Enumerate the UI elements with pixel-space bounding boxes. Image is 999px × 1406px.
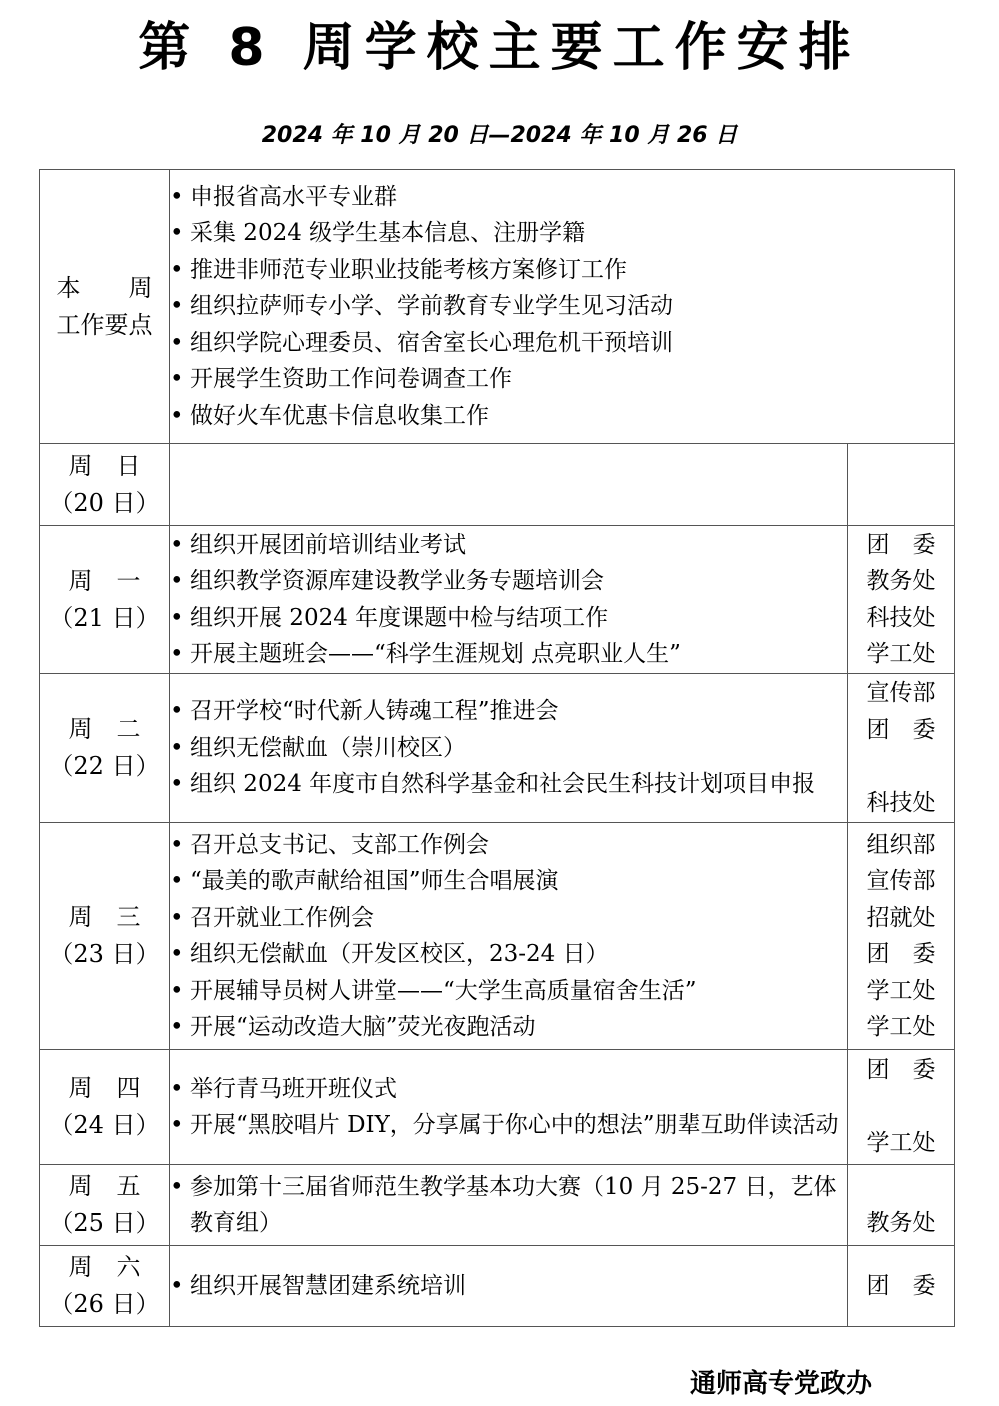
list-item: • 召开就业工作例会 <box>170 900 847 937</box>
list-item: • 做好火车优惠卡信息收集工作 <box>170 398 954 435</box>
dept-label: 宣传部 <box>866 868 936 894</box>
page-title: 第 8 周学校主要工作安排 <box>138 18 861 78</box>
dept-label: 学工处 <box>866 1014 936 1040</box>
dept-label: 团 委 <box>866 1272 936 1299</box>
dept-label: 宣传部 <box>866 680 936 706</box>
day-cell <box>40 674 170 823</box>
list-item: • 组织开展智慧团建系统培训 <box>170 1268 847 1305</box>
day-name: 周 日 <box>68 451 141 480</box>
day-items <box>170 526 848 674</box>
summary-label-line2: 工作要点 <box>56 310 153 339</box>
list-item: • 开展辅导员树人讲堂——“大学生高质量宿舍生活” <box>170 973 847 1010</box>
day-cell <box>40 444 170 526</box>
dept-cell <box>848 1050 955 1165</box>
dept-label: 学工处 <box>866 977 936 1004</box>
day-items <box>170 823 848 1050</box>
dept-cell <box>848 674 955 823</box>
day-cell <box>40 1246 170 1327</box>
dept-cell <box>848 1246 955 1327</box>
summary-items <box>170 170 955 444</box>
dept-label <box>848 748 954 785</box>
summary-row <box>40 170 955 444</box>
list-item: • 参加第十三届省师范生教学基本功大赛（10 月 25-27 日，艺体教育组） <box>170 1169 847 1242</box>
list-item: • 举行青马班开班仪式 <box>170 1071 847 1108</box>
dept-label: 科技处 <box>866 604 936 631</box>
table-row <box>40 1246 955 1327</box>
dept-label <box>848 1089 954 1126</box>
table-row <box>40 823 955 1050</box>
list-item: • 组织学院心理委员、宿舍室长心理危机干预培训 <box>170 325 954 362</box>
list-item: • 组织 2024 年度市自然科学基金和社会民生科技计划项目申报 <box>170 766 847 803</box>
day-name: 周 二 <box>68 715 141 743</box>
signature: 通师高专党政办 <box>690 1369 873 1399</box>
day-name: 周 四 <box>68 1074 141 1102</box>
list-item: • 组织拉萨师专小学、学前教育专业学生见习活动 <box>170 288 954 325</box>
schedule-table <box>39 169 955 1327</box>
list-item: • 组织开展团前培训结业考试 <box>170 527 847 564</box>
day-cell <box>40 823 170 1050</box>
day-items <box>170 444 848 526</box>
table-row <box>40 1050 955 1165</box>
dept-cell <box>848 1165 955 1246</box>
day-items <box>170 1246 848 1327</box>
list-item: • 组织无偿献血（开发区校区，23-24 日） <box>170 936 847 973</box>
day-name: 周 五 <box>68 1172 141 1200</box>
list-item: • “最美的歌声献给祖国”师生合唱展演 <box>170 863 847 900</box>
table-row <box>40 1165 955 1246</box>
list-item: • 开展学生资助工作问卷调查工作 <box>170 361 954 398</box>
day-items <box>170 1050 848 1165</box>
list-item: • 开展“运动改造大脑”荧光夜跑活动 <box>170 1009 847 1046</box>
summary-label-line1: 本 周 <box>56 273 153 302</box>
dept-label: 团 委 <box>866 941 936 967</box>
day-date: （23 日） <box>49 940 160 968</box>
table-row <box>40 444 955 526</box>
table-row <box>40 674 955 823</box>
table-row <box>40 526 955 674</box>
list-item: • 开展“黑胶唱片 DIY，分享属于你心中的想法”朋辈互助伴读活动 <box>170 1107 847 1144</box>
list-item: • 组织教学资源库建设教学业务专题培训会 <box>170 563 847 600</box>
day-date: （21 日） <box>49 603 160 632</box>
day-cell <box>40 526 170 674</box>
list-item: • 召开学校“时代新人铸魂工程”推进会 <box>170 693 847 730</box>
day-name: 周 一 <box>68 566 141 595</box>
list-item: • 组织无偿献血（崇川校区） <box>170 730 847 767</box>
list-item: • 召开总支书记、支部工作例会 <box>170 827 847 864</box>
dept-label: 团 委 <box>866 1057 936 1084</box>
day-cell <box>40 1165 170 1246</box>
dept-label: 团 委 <box>866 531 936 558</box>
day-date: （26 日） <box>49 1290 160 1318</box>
date-range: 2024 年 10 月 20 日—2024 年 10 月 26 日 <box>261 123 738 148</box>
dept-cell <box>848 526 955 674</box>
list-item: • 采集 2024 级学生基本信息、注册学籍 <box>170 215 954 252</box>
dept-cell <box>848 444 955 526</box>
dept-label: 科技处 <box>866 789 936 816</box>
day-date: （20 日） <box>49 488 160 517</box>
day-date: （25 日） <box>49 1209 160 1237</box>
summary-label <box>40 170 170 444</box>
day-name: 周 六 <box>68 1253 141 1281</box>
day-date: （22 日） <box>49 752 160 780</box>
day-name: 周 三 <box>68 903 141 931</box>
dept-cell <box>848 823 955 1050</box>
list-item: • 推进非师范专业职业技能考核方案修订工作 <box>170 252 954 289</box>
day-date: （24 日） <box>49 1111 160 1139</box>
dept-label: 学工处 <box>866 1130 936 1157</box>
day-items <box>170 674 848 823</box>
dept-label: 学工处 <box>866 641 936 667</box>
list-item: • 组织开展 2024 年度课题中检与结项工作 <box>170 600 847 637</box>
dept-label: 团 委 <box>866 716 936 743</box>
dept-label <box>848 1169 954 1206</box>
dept-label: 组织部 <box>866 831 936 858</box>
day-items <box>170 1165 848 1246</box>
day-cell <box>40 1050 170 1165</box>
dept-label: 教务处 <box>866 1210 936 1236</box>
list-item: • 开展主题班会——“科学生涯规划 点亮职业人生” <box>170 636 847 673</box>
dept-label: 招就处 <box>866 904 936 931</box>
dept-label: 教务处 <box>866 568 936 594</box>
list-item: • 申报省高水平专业群 <box>170 179 954 216</box>
